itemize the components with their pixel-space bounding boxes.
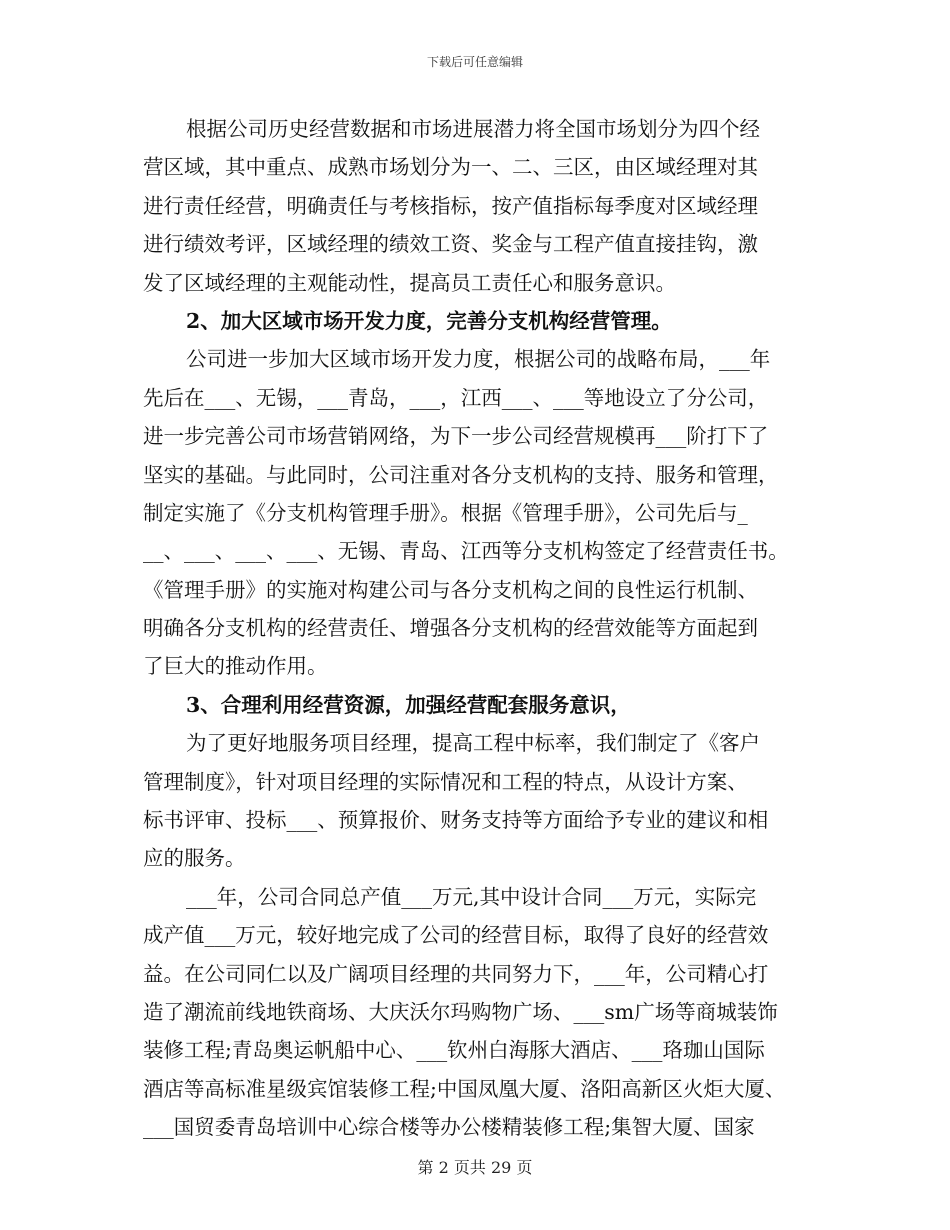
paragraph-line: 明确各分支机构的经营责任、增强各分支机构的经营效能等方面起到 — [143, 616, 758, 641]
paragraph-line: 标书评审、投标___、预算报价、财务支持等方面给予专业的建议和相 — [143, 808, 769, 833]
paragraph-line: 进行绩效考评，区域经理的绩效工资、奖金与工程产值直接挂钩，激 — [143, 232, 758, 257]
paragraph-line: 管理制度》，针对项目经理的实际情况和工程的特点，从设计方案、 — [143, 769, 748, 794]
paragraph-line: 营区域，其中重点、成熟市场划分为一、二、三区，由区域经理对其 — [143, 155, 758, 180]
paragraph-line: 进一步完善公司市场营销网络，为下一步公司经营规模再___阶打下了 — [143, 424, 769, 449]
paragraph-line: 根据公司历史经营数据和市场进展潜力将全国市场划分为四个经 — [186, 117, 760, 141]
paragraph-line: 为了更好地服务项目经理，提高工程中标率，我们制定了《客户 — [186, 731, 760, 756]
page-header: 下载后可任意编辑 — [426, 55, 523, 69]
paragraph-line: 制定实施了《分支机构管理手册》。根据《管理手册》，公司先后与_ — [143, 500, 748, 525]
paragraph-line: 应的服务。 — [143, 846, 246, 871]
paragraph-line: 装修工程;青岛奥运帆船中心、___钦州白海豚大酒店、___珞珈山国际 — [143, 1038, 765, 1063]
page-footer: 第 2 页共 29 页 — [417, 1158, 533, 1177]
section-heading: 2、加大区域市场开发力度，完善分支机构经营管理。 — [186, 308, 672, 333]
paragraph-line: 公司进一步加大区域市场开发力度，根据公司的战略布局，___年 — [186, 347, 771, 372]
paragraph-line: 了巨大的推动作用。 — [143, 654, 328, 679]
paragraph-line: __、___、___、___、无锡、青岛、江西等分支机构签定了经营责任书。 — [143, 539, 789, 564]
paragraph-line: 发了区域经理的主观能动性，提高员工责任心和服务意识。 — [143, 270, 676, 295]
section-heading: 3、合理利用经营资源，加强经营配套服务意识， — [186, 692, 631, 717]
paragraph-line: 坚实的基础。与此同时，公司注重对各分支机构的支持、服务和管理， — [143, 462, 779, 487]
paragraph-line: 成产值___万元，较好地完成了公司的经营目标，取得了良好的经营效 — [143, 923, 769, 948]
document-body — [143, 110, 823, 1147]
paragraph-line: ___国贸委青岛培训中心综合楼等办公楼精装修工程;集智大厦、国家 — [143, 1115, 755, 1140]
paragraph-line: ___年，公司合同总产值___万元,其中设计合同___万元，实际完 — [186, 884, 757, 909]
paragraph-line: 造了潮流前线地铁商场、大庆沃尔玛购物广场、___sm广场等商城装饰 — [143, 999, 778, 1024]
paragraph-line: 益。在公司同仁以及广阔项目经理的共同努力下，___年，公司精心打 — [143, 961, 769, 986]
paragraph-line: 进行责任经营，明确责任与考核指标，按产值指标每季度对区域经理 — [143, 193, 758, 218]
paragraph-line: 《管理手册》的实施对构建公司与各分支机构之间的良性运行机制、 — [143, 577, 758, 602]
paragraph-line: 先后在___、无锡，___青岛，___，江西___、___等地设立了分公司， — [143, 385, 769, 410]
paragraph-line: 酒店等高标准星级宾馆装修工程;中国凤凰大厦、洛阳高新区火炬大厦、 — [143, 1076, 786, 1101]
